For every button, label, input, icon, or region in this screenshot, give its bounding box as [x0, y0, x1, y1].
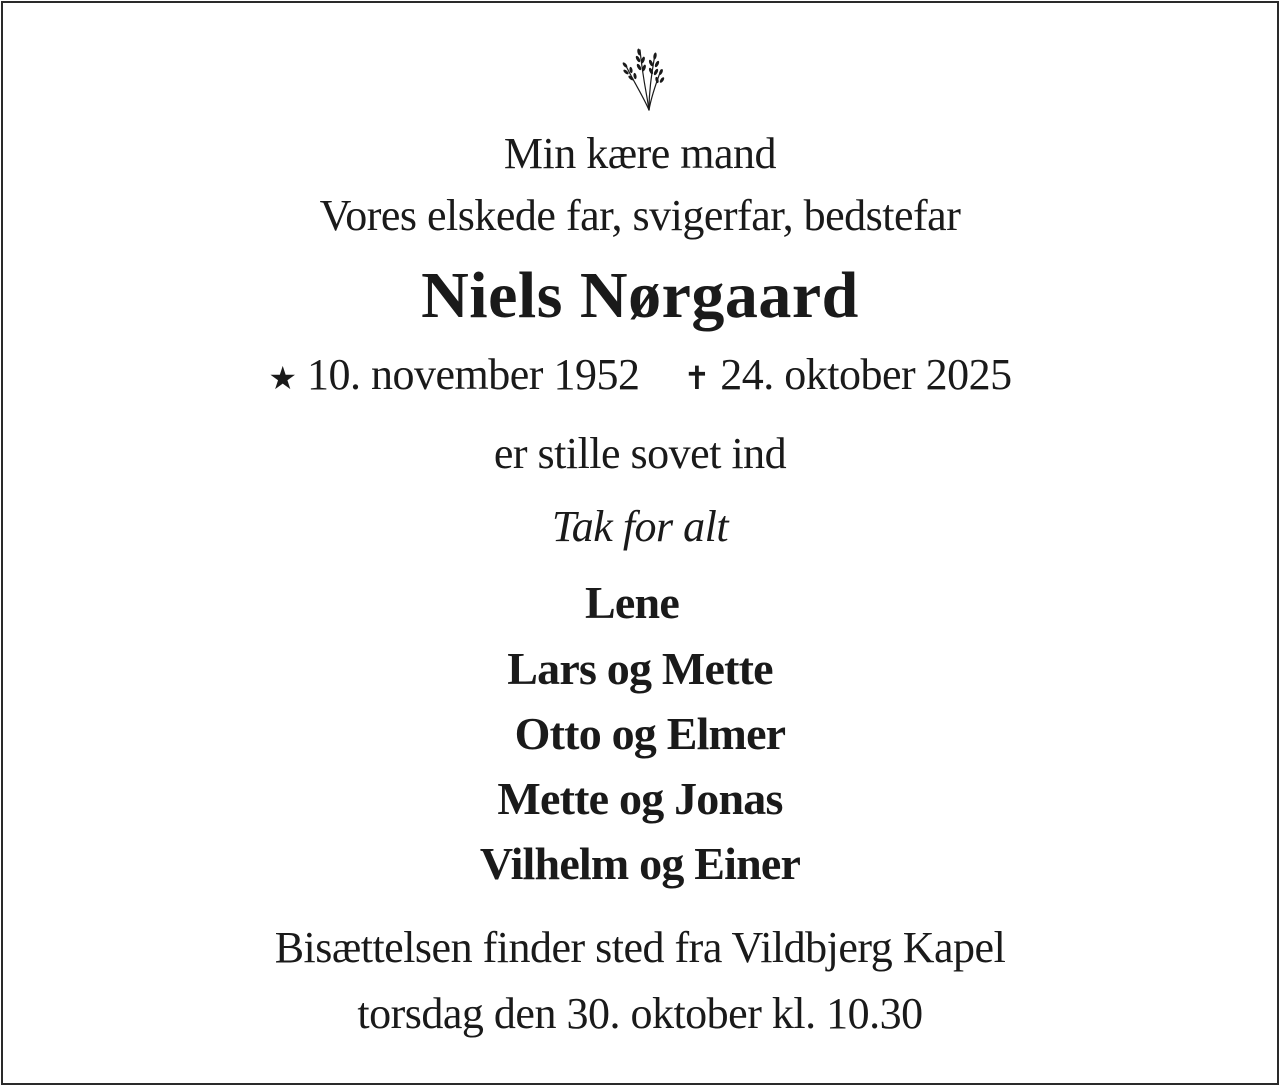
star-birth-icon: ★ — [268, 359, 297, 397]
birth-date: 10. november 1952 — [307, 350, 640, 399]
intro-line-1: Min kære mand — [503, 129, 777, 178]
wheat-sheaf-icon — [613, 40, 667, 112]
family-member: Mette og Jonas — [497, 773, 783, 824]
thanks-line: Tak for alt — [551, 502, 729, 551]
family-member: Otto og Elmer — [514, 708, 786, 759]
intro-line-2: Vores elskede far, svigerfar, bedstefar — [319, 191, 961, 240]
funeral-location: Bisættelsen finder sted fra Vildbjerg Kapel — [274, 923, 1006, 972]
death-date: 24. oktober 2025 — [720, 350, 1012, 399]
cross-death-icon: ✝ — [683, 359, 710, 397]
life-dates — [0, 349, 1280, 400]
family-member: Lars og Mette — [507, 643, 773, 694]
funeral-time: torsdag den 30. oktober kl. 10.30 — [357, 989, 923, 1038]
deceased-name: Niels Nørgaard — [421, 259, 859, 332]
passing-message: er stille sovet ind — [493, 429, 787, 478]
family-member: Lene — [585, 577, 679, 628]
family-member: Vilhelm og Einer — [479, 838, 801, 889]
